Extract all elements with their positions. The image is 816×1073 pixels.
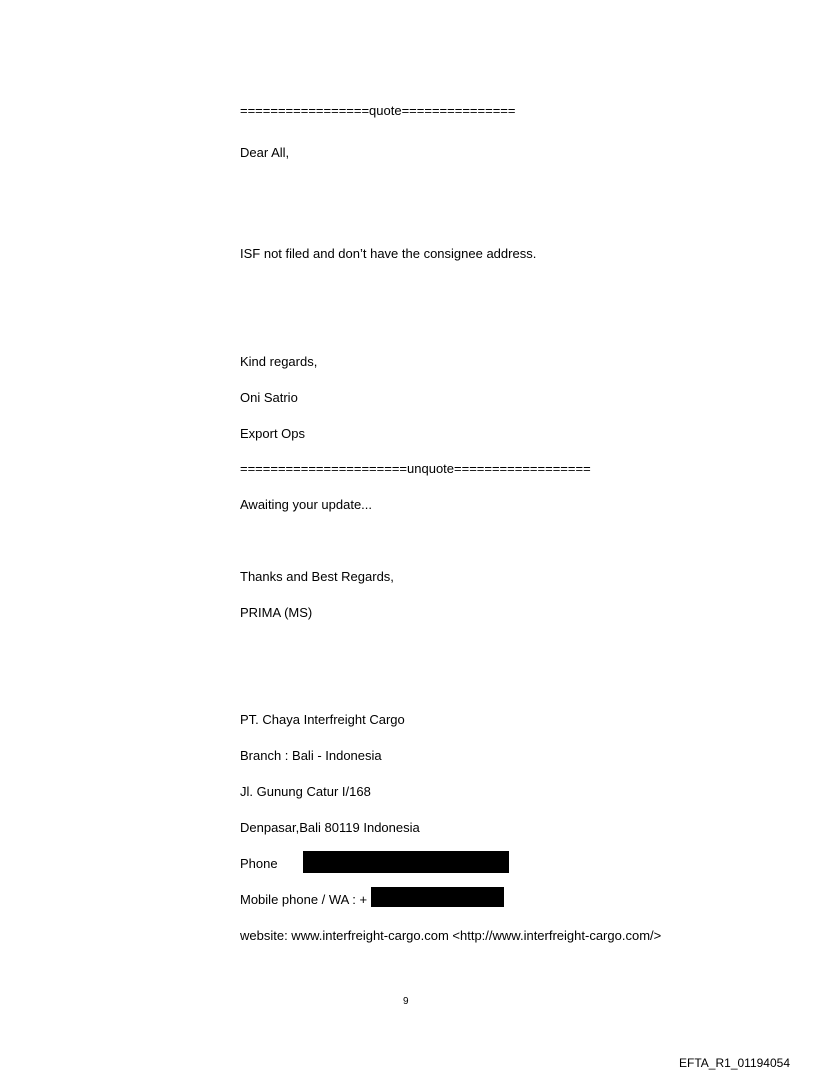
street-address: Jl. Gunung Catur I/168 — [240, 784, 371, 799]
followup-text: Awaiting your update... — [240, 497, 373, 512]
signoff: Thanks and Best Regards, — [240, 569, 394, 584]
document-id: EFTA_R1_01194054 — [679, 1056, 790, 1070]
city-address: Denpasar,Bali 80119 Indonesia — [240, 820, 420, 835]
signoff-name: PRIMA (MS) — [240, 605, 313, 620]
website-line: website: www.interfreight-cargo.com <http://www.interfreight-cargo.com/> — [240, 928, 662, 943]
email-body: ISF not filed and don’t have the consignee address. — [240, 246, 537, 261]
phone-redaction — [303, 851, 509, 873]
mobile-redaction — [371, 887, 504, 907]
sender-name: Oni Satrio — [240, 390, 298, 405]
sender-department: Export Ops — [240, 426, 306, 441]
page-number: 9 — [403, 996, 409, 1007]
phone-label: Phone — [240, 856, 278, 871]
closing: Kind regards, — [240, 354, 318, 369]
company-name: PT. Chaya Interfreight Cargo — [240, 712, 405, 727]
greeting: Dear All, — [240, 145, 290, 160]
quote-open-marker: =================quote=============== — [240, 103, 516, 118]
branch: Branch : Bali - Indonesia — [240, 748, 382, 763]
mobile-label: Mobile phone / WA : + — [240, 892, 368, 907]
quote-close-marker: ======================unquote================== — [240, 461, 591, 476]
